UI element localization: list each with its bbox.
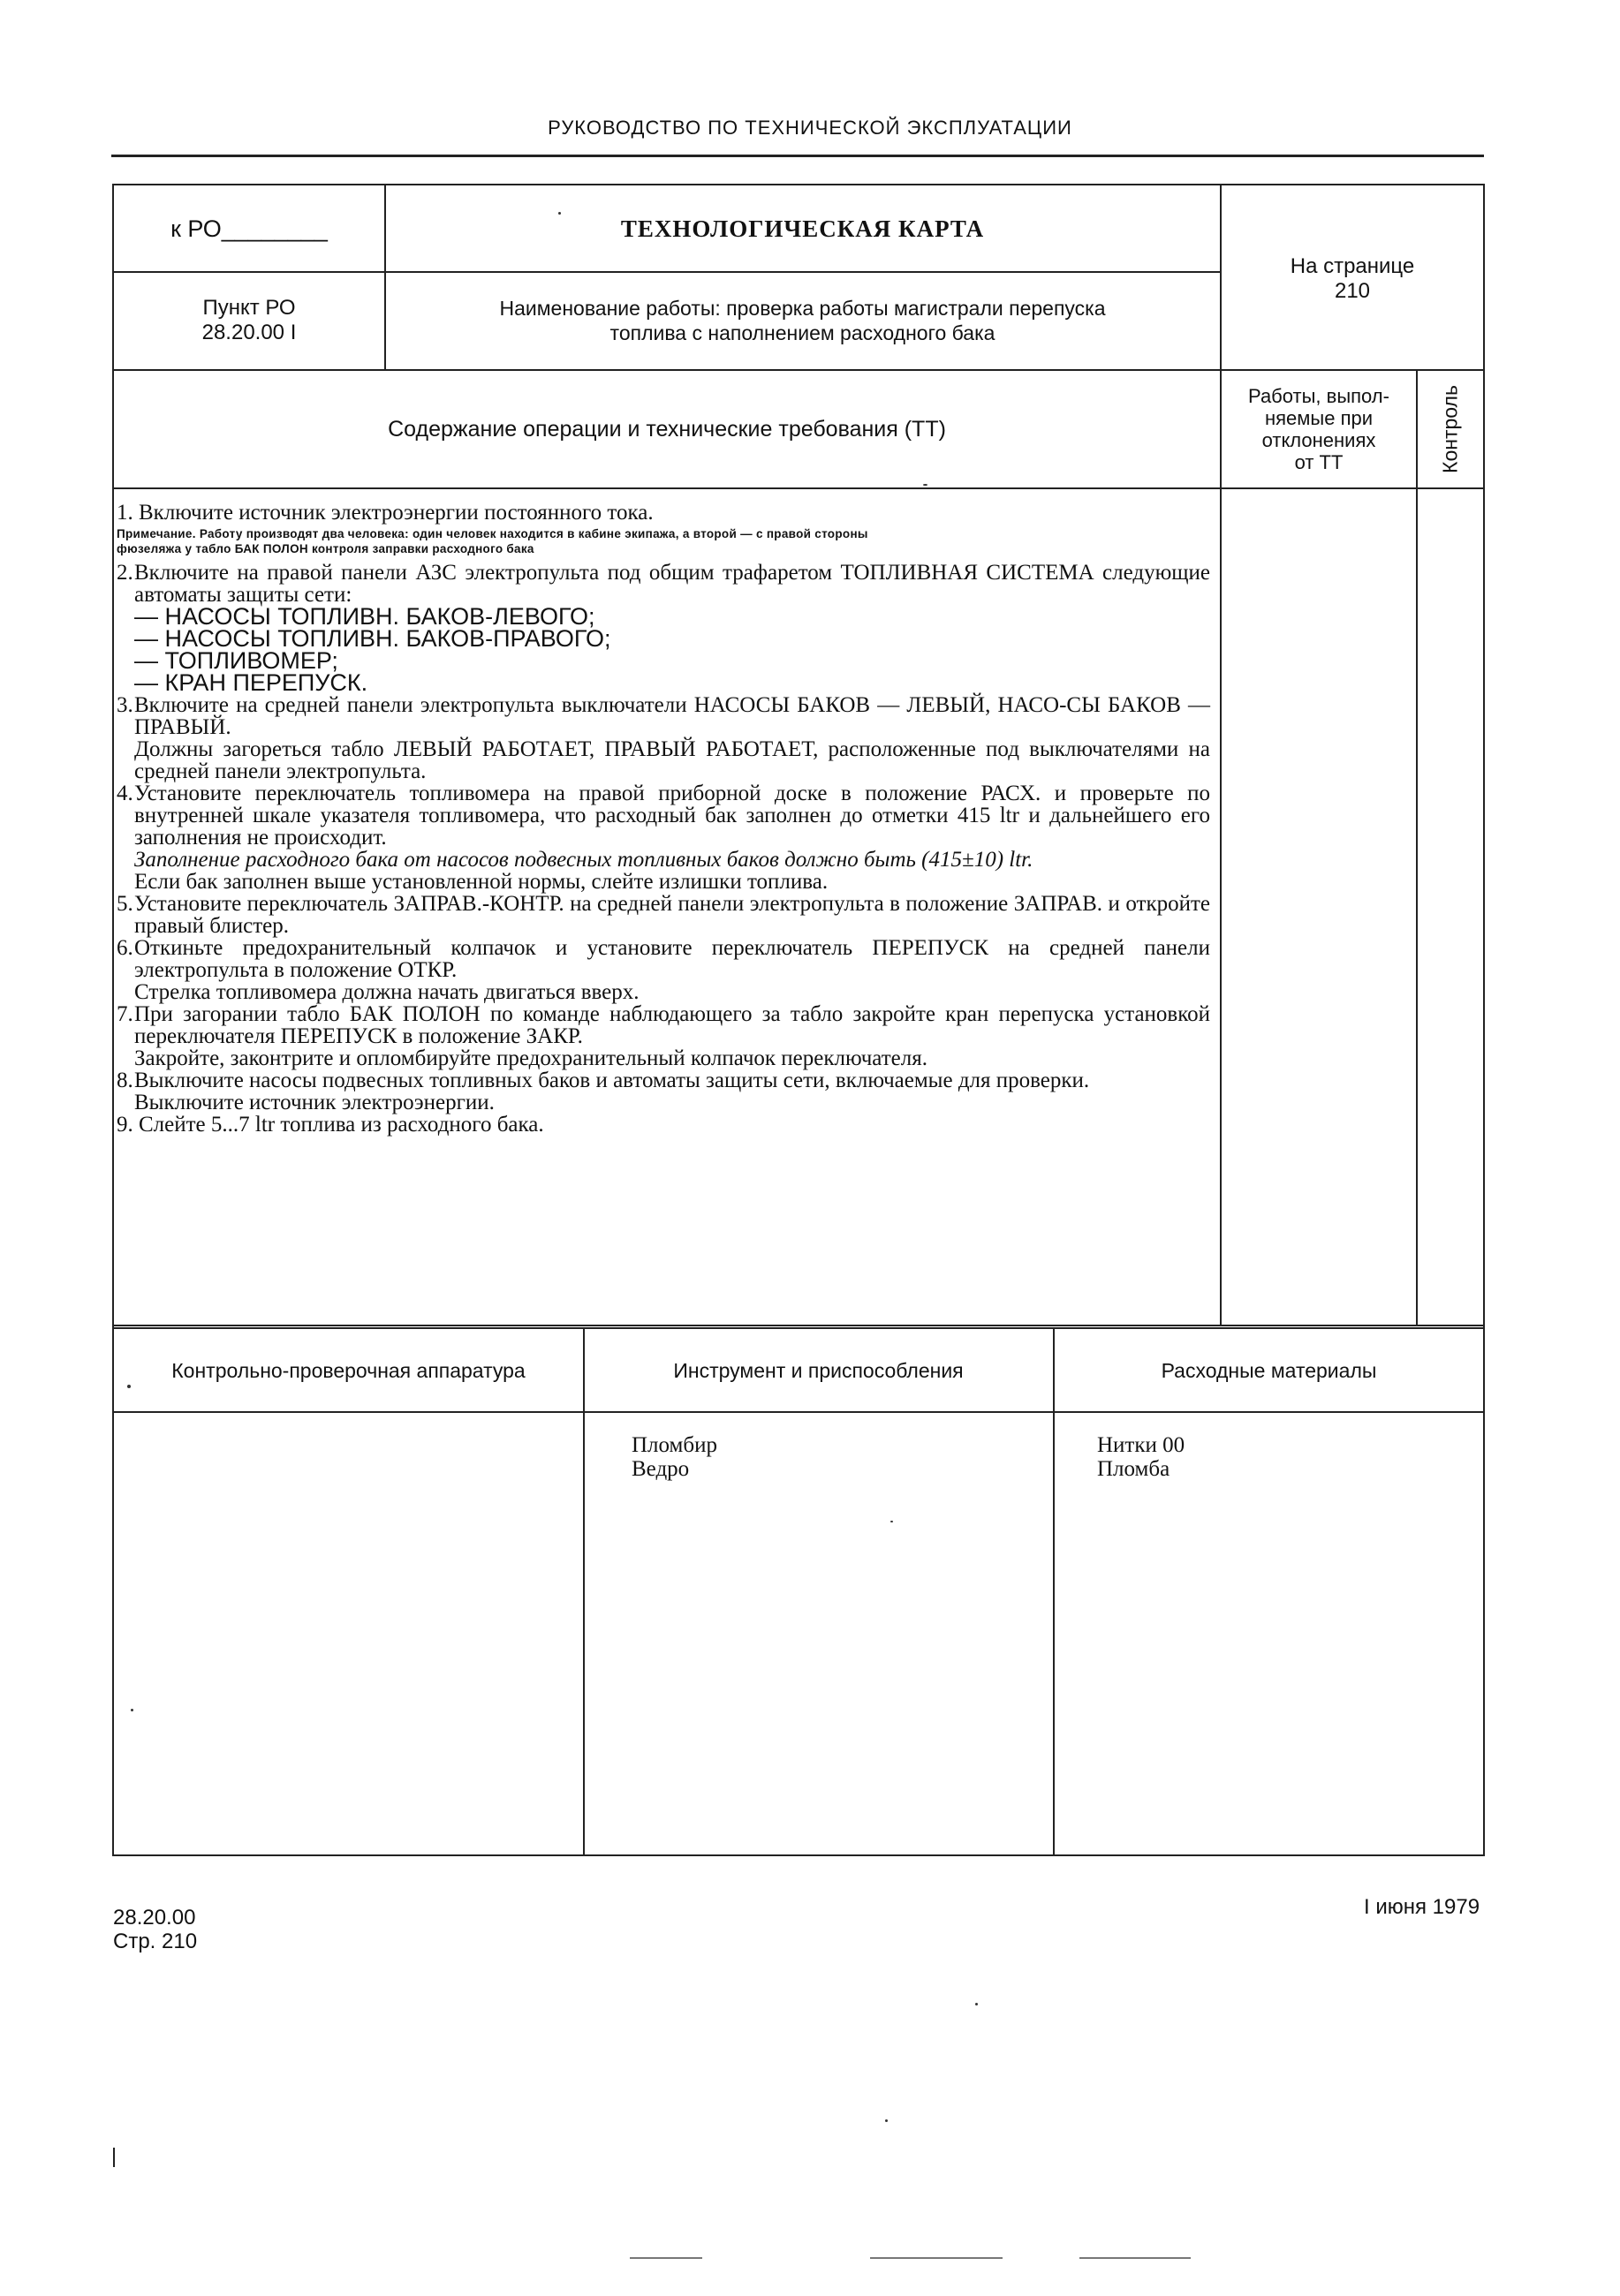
control-label: Контроль xyxy=(1438,385,1462,473)
operations-list xyxy=(117,502,1210,1136)
step-2-number: 2. xyxy=(117,561,133,585)
step-4-text: Установите переключатель топливомера на правой приборной доске в положение РАСХ. и проверьте по внутренней шкале указателя топливомера, что расходный бак заполнен до отметки 415 ltr и дальнейшего его заполнения не происходит. xyxy=(134,782,1210,850)
footer-date: I июня 1979 xyxy=(1364,1895,1480,1919)
work-name-cell xyxy=(386,274,1219,367)
step-4-number: 4. xyxy=(117,782,133,805)
step-2 xyxy=(117,562,1210,606)
tools-list xyxy=(632,1433,717,1481)
step-2-breaker-3: — ТОПЛИВОМЕР; xyxy=(134,647,338,674)
footer-doc-number: 28.20.00 xyxy=(113,1906,196,1930)
tool-item: Ведро xyxy=(632,1457,690,1481)
scan-speck xyxy=(890,1521,893,1522)
materials-header-equipment xyxy=(115,1330,582,1411)
step-7 xyxy=(117,1003,1210,1047)
step-2-breaker-1: — НАСОСЫ ТОПЛИВН. БАКОВ-ЛЕВОГО; xyxy=(134,603,595,630)
scan-speck xyxy=(127,1385,131,1388)
step-5-number: 5. xyxy=(117,892,133,916)
step-2-breaker-4: — КРАН ПЕРЕПУСК. xyxy=(134,669,368,696)
control-column-header xyxy=(1418,371,1483,487)
step-1: 1. Включите источник электроэнергии постоянного тока. xyxy=(117,501,654,525)
card-title-cell xyxy=(386,189,1219,268)
scan-dash xyxy=(630,2257,702,2259)
consumables-list xyxy=(1097,1433,1185,1481)
scan-dash xyxy=(1079,2257,1191,2259)
page-cell xyxy=(1222,189,1483,369)
punkt-label: Пункт РО xyxy=(202,296,296,320)
scan-mark xyxy=(113,2148,115,2167)
scan-speck xyxy=(885,2119,888,2122)
step-3-number: 3. xyxy=(117,693,133,717)
step-6-requirement: Стрелка топливомера должна начать двигаться вверх. xyxy=(134,980,640,1004)
content-column-header xyxy=(115,371,1219,487)
scan-dash xyxy=(870,2257,1003,2259)
ref-ro: к РО________ xyxy=(170,215,328,242)
consumables-header-label: Расходные материалы xyxy=(1161,1358,1377,1382)
running-header: РУКОВОДСТВО ПО ТЕХНИЧЕСКОЙ ЭКСПЛУАТАЦИИ xyxy=(548,117,1072,139)
punkt-cell xyxy=(115,274,383,367)
footer-page: Стр. 210 xyxy=(113,1930,198,1953)
ref-ro-cell xyxy=(115,189,383,268)
materials-header-tools xyxy=(585,1330,1052,1411)
deviations-line1: Работы, выпол- xyxy=(1248,385,1389,407)
scan-speck xyxy=(131,1709,133,1711)
content-column-title: Содержание операции и технические требования (ТТ) xyxy=(388,416,946,442)
step-7-number: 7. xyxy=(117,1002,133,1026)
step-3-text: Включите на средней панели электропульта выключатели НАСОСЫ БАКОВ — ЛЕВЫЙ, НАСО-СЫ БАКОВ — ПРАВЫЙ. xyxy=(134,693,1210,739)
scan-speck xyxy=(558,212,561,215)
header-rule xyxy=(111,155,1484,157)
deviations-line2: няемые при xyxy=(1264,407,1374,429)
step-6 xyxy=(117,937,1210,981)
punkt-value: 28.20.00 I xyxy=(201,321,297,344)
scan-speck xyxy=(975,2003,978,2005)
work-name-line1: Наименование работы: проверка работы магистрали перепуска xyxy=(499,297,1106,320)
consumable-item: Нитки 00 xyxy=(1097,1433,1185,1457)
deviations-line4: от ТТ xyxy=(1294,451,1344,473)
step-4 xyxy=(117,782,1210,849)
page-value: 210 xyxy=(1334,279,1371,303)
card-title: ТЕХНОЛОГИЧЕСКАЯ КАРТА xyxy=(620,215,985,242)
consumable-item: Пломба xyxy=(1097,1457,1170,1481)
step-4-extra: Если бак заполнен выше установленной нормы, слейте излишки топлива. xyxy=(134,870,829,894)
step-6-text: Откиньте предохранительный колпачок и установите переключатель ПЕРЕПУСК на средней панели электропульта в положение ОТКР. xyxy=(134,936,1210,982)
note-line-1: Примечание. Работу производят два человека: один человек находится в кабине экипажа, а второй — с правой стороны xyxy=(117,527,868,540)
page-label: На странице xyxy=(1290,254,1415,278)
step-5 xyxy=(117,893,1210,937)
note-line-2: фюзеляжа у табло БАК ПОЛОН контроля заправки расходного бака xyxy=(117,542,534,555)
step-7-extra: Закройте, законтрите и опломбируйте предохранительный колпачок переключателя. xyxy=(134,1046,927,1070)
scan-speck xyxy=(923,484,927,486)
step-8 xyxy=(117,1069,1210,1091)
tool-item: Пломбир xyxy=(632,1433,717,1457)
step-7-text: При загорании табло БАК ПОЛОН по команде наблюдающего за табло закройте кран перепуска установкой переключателя ПЕРЕПУСК в положение ЗАКР. xyxy=(134,1002,1210,1048)
step-2-breaker-2: — НАСОСЫ ТОПЛИВН. БАКОВ-ПРАВОГО; xyxy=(134,625,611,652)
deviations-column-header xyxy=(1222,371,1416,487)
step-6-number: 6. xyxy=(117,936,133,960)
step-8-number: 8. xyxy=(117,1069,133,1092)
step-3-requirement: Должны загореться табло ЛЕВЫЙ РАБОТАЕТ, ПРАВЫЙ РАБОТАЕТ, расположенные под выключателями на средней панели электропульта. xyxy=(134,737,1210,783)
equipment-header-label: Контрольно-проверочная аппаратура xyxy=(171,1358,526,1382)
deviations-line3: отклонениях xyxy=(1261,429,1376,451)
step-4-requirement: Заполнение расходного бака от насосов подвесных топливных баков должно быть (415±10) ltr. xyxy=(134,848,1033,872)
materials-header-consumables xyxy=(1055,1330,1483,1411)
work-name-line2: топлива с наполнением расходного бака xyxy=(609,321,995,344)
footer-left xyxy=(113,1906,197,1953)
step-8-extra: Выключите источник электроэнергии. xyxy=(134,1091,495,1114)
step-5-text: Установите переключатель ЗАПРАВ.-КОНТР. на средней панели электропульта в положение ЗАПРАВ. и откройте правый блистер. xyxy=(134,892,1210,938)
step-3 xyxy=(117,694,1210,738)
step-2-text: Включите на правой панели АЗС электропульта под общим трафаретом ТОПЛИВНАЯ СИСТЕМА следующие автоматы защиты сети: xyxy=(134,561,1210,607)
step-9: 9. Слейте 5...7 ltr топлива из расходного бака. xyxy=(117,1113,544,1137)
tools-header-label: Инструмент и приспособления xyxy=(673,1358,964,1382)
step-8-text: Выключите насосы подвесных топливных баков и автоматы защиты сети, включаемые для проверки. xyxy=(134,1069,1090,1092)
